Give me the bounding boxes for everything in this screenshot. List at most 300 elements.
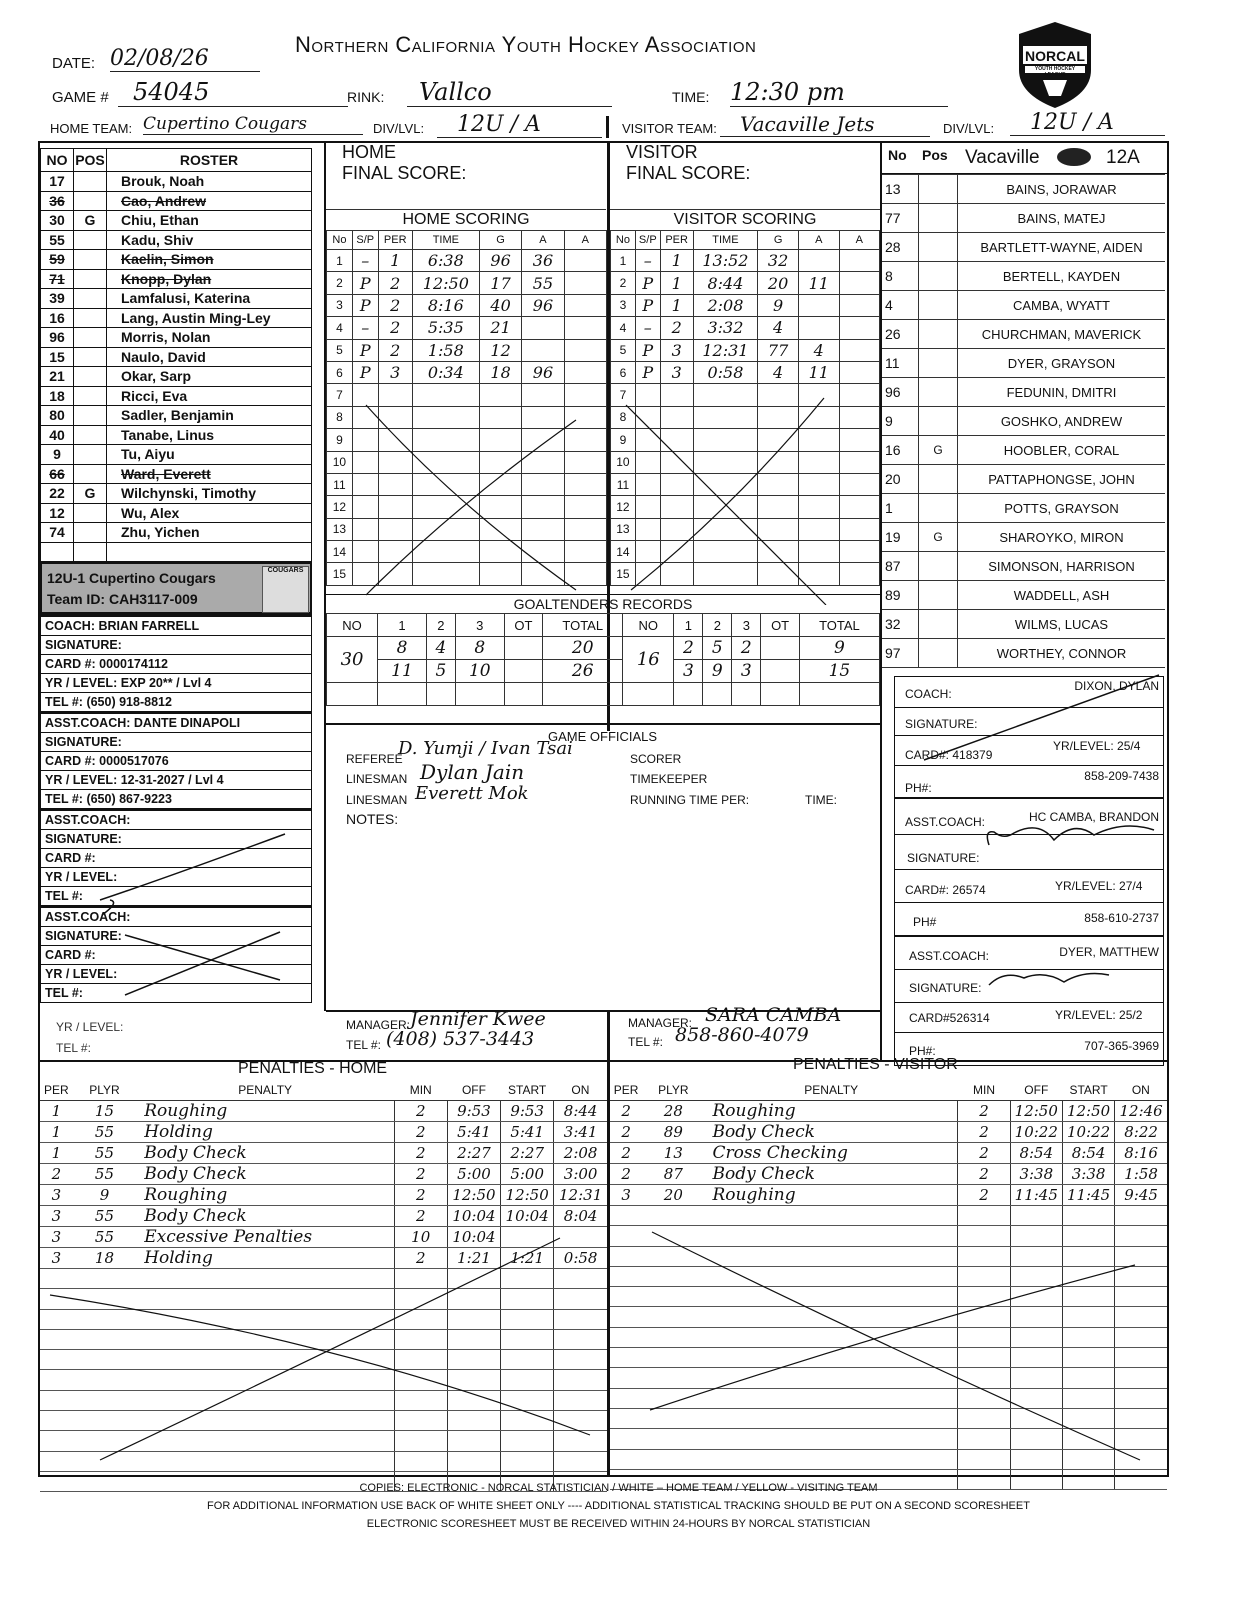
- penalty-per: 2: [610, 1122, 642, 1143]
- penalty-on: 0:58: [554, 1248, 607, 1269]
- player-name: Wu, Alex: [107, 503, 312, 523]
- home-goal-no: 4: [327, 317, 353, 339]
- player-name: SIMONSON, HARRISON: [958, 552, 1166, 581]
- penalty-row: [610, 1185, 1167, 1206]
- home-goalie-saves: 8: [378, 637, 427, 660]
- player-name: Knopp, Dylan: [107, 269, 312, 289]
- home-goal-per: 2: [378, 272, 412, 294]
- cougars-logo-icon: [262, 566, 309, 613]
- player-number: 77: [882, 204, 919, 233]
- visitor-goal-a1: 4: [798, 339, 839, 361]
- visitor-yr-label: YR/LEVEL: 25/4: [1053, 739, 1141, 753]
- home-staff-field: SIGNATURE:: [41, 830, 312, 849]
- penalty-penalty: Body Check: [136, 1164, 394, 1185]
- visitor-col-header: A: [839, 231, 879, 250]
- visitor-card-label: CARD#: 418379: [905, 748, 993, 762]
- visitor-goal-per: 1: [660, 272, 693, 294]
- penalty-start: 5:00: [501, 1164, 554, 1185]
- goalie-blank-cell: [761, 683, 800, 706]
- visitor-team-header: Vacaville: [965, 147, 1040, 168]
- penalty-plyr: 55: [73, 1122, 136, 1143]
- visitor-goal-no: 5: [611, 339, 636, 361]
- visitor-roster-row: [882, 349, 1165, 378]
- home-staff-field: ASST.COACH: DANTE DINAPOLI: [41, 713, 312, 733]
- penalty-penalty: [705, 1206, 958, 1226]
- visitor-goal-no: 14: [611, 541, 636, 563]
- player-name: CAMBA, WYATT: [958, 291, 1166, 320]
- home-goal-row: [327, 317, 607, 339]
- home-roster-row: [41, 425, 312, 445]
- notes-label: NOTES:: [346, 811, 399, 827]
- goalie-blank-cell: [543, 683, 623, 706]
- visitor-goalie-col-header: OT: [761, 614, 800, 637]
- home-scoring-title: HOME SCORING: [326, 209, 606, 229]
- penalty-col-header: START: [501, 1080, 554, 1101]
- home-goal-a1: 55: [522, 272, 564, 294]
- visitor-col-header: G: [758, 231, 799, 250]
- jets-logo-icon: [1057, 148, 1091, 166]
- home-goal-a2: [564, 272, 606, 294]
- home-goal-row: [327, 339, 607, 361]
- player-position: [919, 262, 958, 291]
- penalty-start: 12:50: [1062, 1101, 1114, 1122]
- player-number: 96: [41, 328, 74, 348]
- visitor-final-line2: FINAL SCORE:: [626, 163, 751, 183]
- visitor-goalie-col-header: 2: [703, 614, 732, 637]
- player-number: 8: [882, 262, 919, 291]
- home-goal-sp: P: [352, 294, 378, 316]
- visitor-goal-sp: P: [635, 294, 660, 316]
- penalty-per: [610, 1206, 642, 1226]
- time-value: 12:30 pm: [730, 78, 948, 107]
- penalty-per: 2: [610, 1143, 642, 1164]
- visitor-manager-value: SARA CAMBA: [705, 1004, 842, 1026]
- player-name: WORTHEY, CONNOR: [958, 639, 1166, 668]
- player-position: [919, 407, 958, 436]
- visitor-goal-per: 2: [660, 317, 693, 339]
- home-goal-row: [327, 272, 607, 294]
- rink-value: Vallco: [407, 78, 612, 107]
- goalie-blank-cell: [674, 683, 703, 706]
- home-staff-field: SIGNATURE:: [41, 927, 312, 946]
- linesman2-value: Everett Mok: [415, 783, 529, 804]
- home-final-line1: HOME: [342, 142, 396, 162]
- player-number: 59: [41, 250, 74, 270]
- home-goal-sp: P: [352, 361, 378, 383]
- home-goalie-col-header: 2: [426, 614, 455, 637]
- player-position: [919, 552, 958, 581]
- visitor-asst1-ph: 858-610-2737: [1084, 911, 1159, 925]
- player-number: 1: [882, 494, 919, 523]
- home-goal-row: [327, 361, 607, 383]
- visitor-div-value: 12U / A: [1010, 110, 1165, 136]
- visitor-asst2-label: ASST.COACH:: [909, 949, 990, 963]
- home-extra-tel-label: TEL #:: [56, 1041, 91, 1055]
- home-goal-no: 3: [327, 294, 353, 316]
- penalty-plyr: 13: [642, 1143, 704, 1164]
- home-team-value: Cupertino Cougars: [143, 114, 363, 135]
- visitor-final-line1: VISITOR: [626, 142, 698, 162]
- visitor-goal-a1: 11: [798, 361, 839, 383]
- footer-line2: FOR ADDITIONAL INFORMATION USE BACK OF WHITE SHEET ONLY ---- ADDITIONAL STATISTICAL TRACKING SHOULD BE PUT ON A SECOND SCORESHEET: [207, 1500, 1030, 1512]
- home-goal-per: 2: [378, 317, 412, 339]
- visitor-goalie-shots: 3: [732, 660, 761, 683]
- player-name: Lang, Austin Ming-Ley: [107, 308, 312, 328]
- player-position: [74, 269, 107, 289]
- home-roster-row: [41, 386, 312, 406]
- visitor-goalie-saves: 9: [799, 637, 879, 660]
- visitor-coach-value: DIXON, DYLAN: [1074, 679, 1159, 693]
- linesman1-value: Dylan Jain: [420, 760, 525, 784]
- player-number: 19: [882, 523, 919, 552]
- penalty-per: 1: [40, 1143, 73, 1164]
- player-position: [74, 464, 107, 484]
- player-number: 16: [41, 308, 74, 328]
- timekeeper-label: TIMEKEEPER: [630, 772, 708, 786]
- player-name: HOOBLER, CORAL: [958, 436, 1166, 465]
- home-roster-row: [41, 406, 312, 426]
- penalty-penalty: Roughing: [705, 1185, 958, 1206]
- home-goalie-shots: [504, 660, 543, 683]
- home-team-label: HOME TEAM:: [50, 121, 133, 136]
- visitor-signatures-icon: [894, 670, 1166, 1040]
- home-staff-field: COACH: BRIAN FARRELL: [41, 616, 312, 636]
- home-goal-no: 10: [327, 451, 353, 473]
- home-goal-no: 15: [327, 563, 353, 585]
- penalty-min: 2: [394, 1185, 447, 1206]
- home-goal-a2: [564, 294, 606, 316]
- goalie-blank-cell: [455, 683, 504, 706]
- home-col-header: PER: [378, 231, 412, 250]
- penalty-plyr: [642, 1206, 704, 1226]
- home-staff-field: SIGNATURE:: [41, 733, 312, 752]
- visitor-signature-label: SIGNATURE:: [905, 717, 978, 731]
- goalie-blank-cell: [703, 683, 732, 706]
- visitor-goal-g: 9: [758, 294, 799, 316]
- penalty-row: [40, 1185, 607, 1206]
- visitor-goalie-saves: 2: [674, 637, 703, 660]
- home-goalie-saves: 4: [426, 637, 455, 660]
- visitor-goal-time: 12:31: [693, 339, 758, 361]
- player-number: 17: [41, 172, 74, 192]
- penalty-off: 5:00: [447, 1164, 500, 1185]
- player-name: Wilchynski, Timothy: [107, 484, 312, 504]
- visitor-goal-a1: [798, 294, 839, 316]
- visitor-asst1-ph-label: PH#: [913, 915, 937, 929]
- player-name: Ward, Everett: [107, 464, 312, 484]
- penalty-off: 8:54: [1010, 1143, 1062, 1164]
- home-goalie-shots: 11: [378, 660, 427, 683]
- penalty-per: 1: [40, 1122, 73, 1143]
- home-goal-sp: –: [352, 250, 378, 272]
- player-position: G: [919, 436, 958, 465]
- home-goalie-saves: 20: [543, 637, 623, 660]
- penalty-penalty: Roughing: [136, 1185, 394, 1206]
- home-goal-sp: –: [352, 317, 378, 339]
- visitor-asst2-card: CARD#526314: [909, 1011, 990, 1025]
- logo-subtext: YOUTH HOCKEY LEAGUE: [1034, 66, 1076, 78]
- player-position: [919, 349, 958, 378]
- home-goal-a1: [522, 339, 564, 361]
- penalty-on: 12:46: [1115, 1101, 1167, 1122]
- visitor-asst1-value: HC CAMBA, BRANDON: [1028, 810, 1159, 824]
- home-goalie-number: 30: [327, 637, 378, 683]
- home-goal-time: 6:38: [412, 250, 479, 272]
- home-goal-no: 13: [327, 518, 353, 540]
- team-banner-line1: 12U-1 Cupertino Cougars: [47, 570, 216, 586]
- player-name: FEDUNIN, DMITRI: [958, 378, 1166, 407]
- officials-title: GAME OFFICIALS: [548, 729, 658, 744]
- visitor-goal-no: 6: [611, 361, 636, 383]
- date-label: DATE:: [52, 55, 96, 72]
- running-time-label: RUNNING TIME PER:: [630, 793, 750, 807]
- visitor-goal-no: 8: [611, 406, 636, 428]
- footer-line3: ELECTRONIC SCORESHEET MUST BE RECEIVED WITHIN 24-HOURS BY NORCAL STATISTICIAN: [366, 1518, 871, 1530]
- player-number: 12: [41, 503, 74, 523]
- goalie-blank-cell: [504, 683, 543, 706]
- cougars-logo-text: COUGARS: [267, 567, 304, 574]
- home-col-header: S/P: [352, 231, 378, 250]
- norcal-logo: [1015, 20, 1095, 110]
- penalty-start: 11:45: [1062, 1185, 1114, 1206]
- visitor-goal-per: 3: [660, 361, 693, 383]
- player-position: [74, 503, 107, 523]
- game-value: 54045: [118, 78, 348, 107]
- penalty-penalty: Cross Checking: [705, 1143, 958, 1164]
- player-position: [74, 425, 107, 445]
- player-position: [919, 610, 958, 639]
- penalty-penalty: Body Check: [136, 1143, 394, 1164]
- home-roster-row: [41, 503, 312, 523]
- home-goal-no: 6: [327, 361, 353, 383]
- penalty-min: 2: [958, 1185, 1010, 1206]
- player-name: Tu, Aiyu: [107, 445, 312, 465]
- penalty-row: [610, 1101, 1167, 1122]
- home-roster-row: [41, 347, 312, 367]
- home-staff-field: YR / LEVEL:: [41, 868, 312, 887]
- penalty-row: [40, 1143, 607, 1164]
- home-staff-field: TEL #: (650) 918-8812: [41, 693, 312, 713]
- player-position: [74, 367, 107, 387]
- goalie-blank-cell: [732, 683, 761, 706]
- player-number: 39: [41, 289, 74, 309]
- player-position: [919, 233, 958, 262]
- player-number: 26: [882, 320, 919, 349]
- home-roster-row: [41, 445, 312, 465]
- visitor-goalie-col-header: TOTAL: [799, 614, 879, 637]
- visitor-goal-a1: [798, 250, 839, 272]
- penalty-plyr: 15: [73, 1101, 136, 1122]
- scoring-strike-icon: [326, 395, 880, 605]
- player-number: 13: [882, 175, 919, 204]
- penalty-off: 2:27: [447, 1143, 500, 1164]
- player-name: WILMS, LUCAS: [958, 610, 1166, 639]
- player-number: 16: [882, 436, 919, 465]
- player-number: 32: [882, 610, 919, 639]
- home-goal-a2: [564, 250, 606, 272]
- penalty-min: 2: [394, 1101, 447, 1122]
- penalties-home-title: PENALTIES - HOME: [238, 1060, 388, 1077]
- visitor-goal-sp: P: [635, 272, 660, 294]
- player-number: 55: [41, 230, 74, 250]
- penalties-visitor-title: PENALTIES - VISITOR: [793, 1056, 958, 1073]
- player-name: Ricci, Eva: [107, 386, 312, 406]
- player-number: 15: [41, 347, 74, 367]
- player-position: [919, 204, 958, 233]
- player-number: 22: [41, 484, 74, 504]
- visitor-goal-no: 3: [611, 294, 636, 316]
- penalty-col-header: ON: [554, 1080, 607, 1101]
- player-position: [74, 328, 107, 348]
- penalty-penalty: Roughing: [705, 1101, 958, 1122]
- player-position: [74, 542, 107, 562]
- home-goalie-shots: 5: [426, 660, 455, 683]
- player-position: [919, 291, 958, 320]
- player-name: Tanabe, Linus: [107, 425, 312, 445]
- player-position: [919, 581, 958, 610]
- penalty-penalty: Excessive Penalties: [136, 1227, 394, 1248]
- home-staff-field: CARD #:: [41, 946, 312, 965]
- penalties-strike-icon: [40, 1230, 1168, 1475]
- penalty-col-header: PER: [40, 1080, 73, 1101]
- visitor-roster-row: [882, 291, 1165, 320]
- time-label: TIME:: [672, 89, 710, 105]
- penalty-off: [1010, 1206, 1062, 1226]
- visitor-roster-row: [882, 523, 1165, 552]
- home-goal-no: 9: [327, 429, 353, 451]
- penalty-col-header: OFF: [447, 1080, 500, 1101]
- player-position: [919, 175, 958, 204]
- penalty-col-header: PENALTY: [136, 1080, 394, 1101]
- visitor-roster-row: [882, 175, 1165, 204]
- home-col-header: TIME: [412, 231, 479, 250]
- player-position: [74, 347, 107, 367]
- penalty-col-header: MIN: [394, 1080, 447, 1101]
- home-staff-field: CARD #:: [41, 849, 312, 868]
- home-goal-a1: 36: [522, 250, 564, 272]
- player-position: [74, 230, 107, 250]
- home-manager-tel-label: TEL #:: [346, 1038, 381, 1052]
- home-roster-row: [41, 464, 312, 484]
- player-number: [41, 542, 74, 562]
- home-goal-a2: [564, 339, 606, 361]
- home-roster-row: [41, 484, 312, 504]
- player-number: 9: [41, 445, 74, 465]
- visitor-asst1-card: CARD#: 26574: [905, 883, 986, 897]
- penalty-plyr: 89: [642, 1122, 704, 1143]
- visitor-goal-sp: P: [635, 361, 660, 383]
- home-goal-no: 11: [327, 473, 353, 495]
- penalty-row: [40, 1122, 607, 1143]
- home-col-header: G: [479, 231, 521, 250]
- home-goalie-saves: [504, 637, 543, 660]
- penalty-per: 2: [40, 1164, 73, 1185]
- visitor-goal-no: 12: [611, 496, 636, 518]
- roster-pos-header: POS: [74, 149, 107, 172]
- visitor-goalie-shots: 15: [799, 660, 879, 683]
- home-goal-time: 8:16: [412, 294, 479, 316]
- visitor-goal-time: 8:44: [693, 272, 758, 294]
- player-position: G: [919, 523, 958, 552]
- penalty-plyr: 55: [73, 1143, 136, 1164]
- visitor-roster-row: [882, 465, 1165, 494]
- home-goal-time: 5:35: [412, 317, 479, 339]
- home-extra-yr-label: YR / LEVEL:: [56, 1020, 124, 1034]
- penalty-start: 2:27: [501, 1143, 554, 1164]
- visitor-goalie-shots: 9: [703, 660, 732, 683]
- visitor-roster-row: [882, 204, 1165, 233]
- home-goal-per: 3: [378, 361, 412, 383]
- home-goal-sp: P: [352, 339, 378, 361]
- visitor-goal-no: 10: [611, 451, 636, 473]
- home-goal-time: 12:50: [412, 272, 479, 294]
- home-col-header: No: [327, 231, 353, 250]
- home-goal-a2: [564, 361, 606, 383]
- visitor-goal-g: 20: [758, 272, 799, 294]
- player-position: [74, 445, 107, 465]
- player-name: POTTS, GRAYSON: [958, 494, 1166, 523]
- home-manager-value: Jennifer Kwee: [410, 1008, 546, 1030]
- penalty-min: 2: [958, 1164, 1010, 1185]
- visitor-goal-a1: [798, 317, 839, 339]
- visitor-manager-tel-label: TEL #:: [628, 1035, 663, 1049]
- visitor-goal-per: 3: [660, 339, 693, 361]
- visitor-no-header: No: [888, 147, 907, 163]
- penalty-penalty: Body Check: [705, 1164, 958, 1185]
- penalty-plyr: 55: [73, 1206, 136, 1227]
- home-goal-a1: [522, 317, 564, 339]
- player-name: Kadu, Shiv: [107, 230, 312, 250]
- home-final-score-label: [342, 142, 466, 184]
- visitor-goal-a2: [839, 339, 879, 361]
- penalty-plyr: 9: [73, 1185, 136, 1206]
- home-roster-row: [41, 523, 312, 543]
- home-staff-strike-icon: [40, 820, 312, 1020]
- visitor-team-label: VISITOR TEAM:: [622, 121, 717, 136]
- penalty-start: [1062, 1206, 1114, 1226]
- penalty-start: 10:22: [1062, 1122, 1114, 1143]
- visitor-goalie-number: 16: [623, 637, 674, 683]
- visitor-goal-time: 2:08: [693, 294, 758, 316]
- penalty-min: 2: [394, 1206, 447, 1227]
- penalty-col-header: PLYR: [642, 1080, 704, 1101]
- visitor-goal-sp: –: [635, 317, 660, 339]
- player-name: CHURCHMAN, MAVERICK: [958, 320, 1166, 349]
- penalty-col-header: OFF: [1010, 1080, 1062, 1101]
- penalty-plyr: 28: [642, 1101, 704, 1122]
- footer-line1: COPIES: ELECTRONIC - NORCAL STATISTICIAN / WHITE – HOME TEAM / YELLOW - VISITING TEAM: [359, 1482, 878, 1494]
- visitor-roster-row: [882, 581, 1165, 610]
- visitor-roster-row: [882, 378, 1165, 407]
- visitor-scoring-title: VISITOR SCORING: [610, 209, 880, 229]
- visitor-manager-label: MANAGER:: [628, 1016, 693, 1030]
- visitor-roster-row: [882, 552, 1165, 581]
- home-goal-g: 18: [479, 361, 521, 383]
- visitor-col-header: No: [611, 231, 636, 250]
- home-goalie-shots: 26: [543, 660, 623, 683]
- player-name: Naulo, David: [107, 347, 312, 367]
- player-name: DYER, GRAYSON: [958, 349, 1166, 378]
- penalty-penalty: Holding: [136, 1248, 394, 1269]
- player-name: Lamfalusi, Katerina: [107, 289, 312, 309]
- home-goalie-col-header: TOTAL: [543, 614, 623, 637]
- player-number: 96: [882, 378, 919, 407]
- penalty-on: 8:44: [554, 1101, 607, 1122]
- visitor-col-header: PER: [660, 231, 693, 250]
- visitor-goalie-col-header: NO: [623, 614, 674, 637]
- visitor-roster-row: [882, 233, 1165, 262]
- penalty-min: 2: [394, 1248, 447, 1269]
